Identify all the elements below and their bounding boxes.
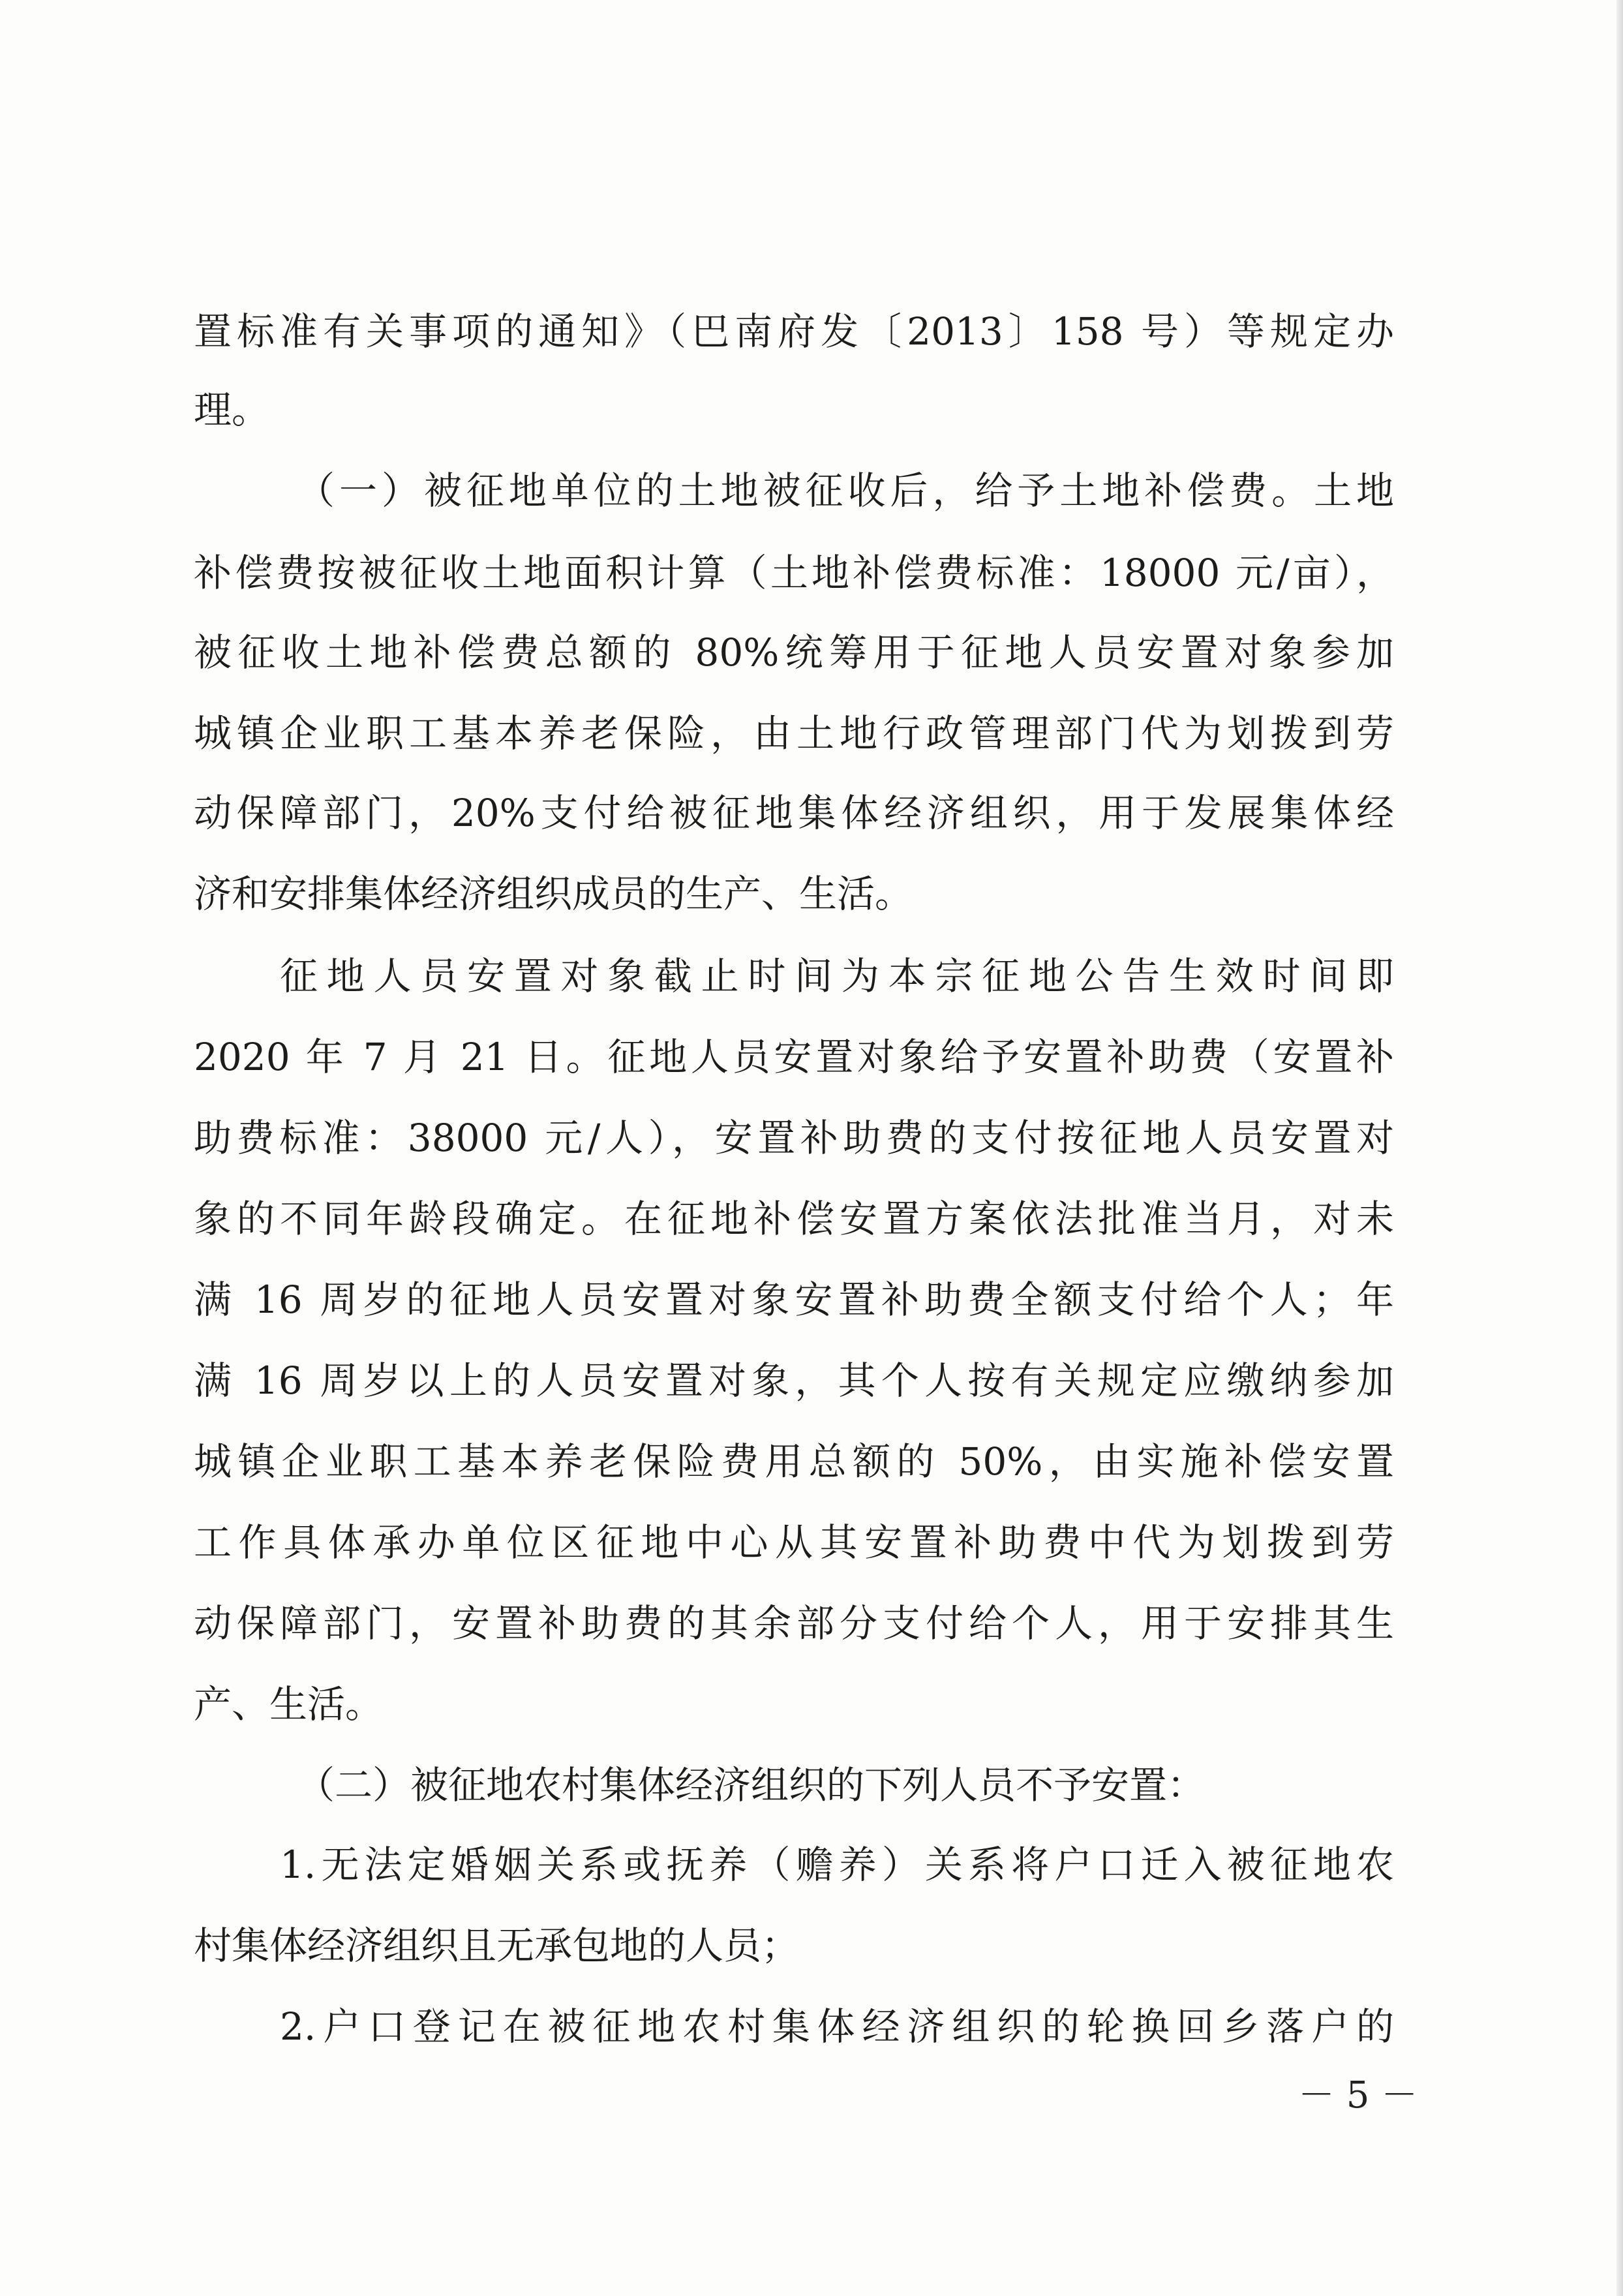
- text-line: 城镇企业职工基本养老保险，由土地行政管理部门代为划拨到劳: [194, 711, 1394, 756]
- text-line: 满 16 周岁以上的人员安置对象，其个人按有关规定应缴纳参加: [194, 1358, 1394, 1403]
- text-line: 置标准有关事项的通知》（巴南府发〔2013〕158 号）等规定办: [194, 309, 1394, 354]
- paragraph-first-line: 2.户口登记在被征地农村集体经济组织的轮换回乡落户的: [280, 2004, 1394, 2049]
- scan-edge: [1616, 0, 1623, 2296]
- text-line: 助费标准：38000 元/人），安置补助费的支付按征地人员安置对: [194, 1116, 1394, 1160]
- text-line: 产、生活。: [194, 1682, 384, 1726]
- text-line: 村集体经济组织且无承包地的人员；: [194, 1923, 800, 1968]
- paragraph-first-line: 征地人员安置对象截止时间为本宗征地公告生效时间即: [280, 954, 1394, 998]
- text-line: 补偿费按被征收土地面积计算（土地补偿费标准：18000 元/亩），: [194, 551, 1394, 595]
- paragraph-first-line: （二）被征地农村集体经济组织的下列人员不予安置：: [297, 1763, 1206, 1807]
- page-number: － 5 －: [1298, 2074, 1418, 2117]
- text-line: 动保障部门，安置补助费的其余部分支付给个人，用于安排其生: [194, 1601, 1394, 1645]
- text-line: 被征收土地补偿费总额的 80%统筹用于征地人员安置对象参加: [194, 630, 1394, 675]
- paragraph-first-line: 1.无法定婚姻关系或抚养（赡养）关系将户口迁入被征地农: [280, 1843, 1394, 1887]
- text-line: 理。: [194, 388, 270, 432]
- text-line: 满 16 周岁的征地人员安置对象安置补助费全额支付给个人；年: [194, 1278, 1394, 1322]
- text-line: 2020 年 7 月 21 日。征地人员安置对象给予安置补助费（安置补: [194, 1035, 1394, 1079]
- paragraph-first-line: （一）被征地单位的土地被征收后，给予土地补偿费。土地: [297, 468, 1394, 513]
- text-line: 动保障部门，20%支付给被征地集体经济组织，用于发展集体经: [194, 791, 1394, 835]
- text-line: 济和安排集体经济组织成员的生产、生活。: [194, 872, 913, 916]
- text-line: 象的不同年龄段确定。在征地补偿安置方案依法批准当月，对未: [194, 1197, 1394, 1241]
- text-line: 工作具体承办单位区征地中心从其安置补助费中代为划拨到劳: [194, 1520, 1394, 1565]
- text-line: 城镇企业职工基本养老保险费用总额的 50%，由实施补偿安置: [194, 1439, 1394, 1484]
